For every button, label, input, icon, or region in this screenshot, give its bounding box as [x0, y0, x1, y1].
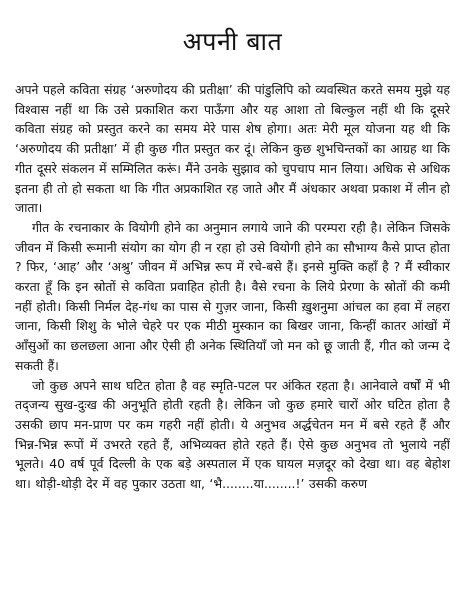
paragraph-1: अपने पहले कविता संग्रह ‘अरुणोदय की प्रतीक्षा’ की पांडुलिपि को व्यवस्थित करते समय मुझे यह विश्वास नहीं था कि उसे प्रकाशित करा पाऊँगा और यह आशा तो बिल्कुल नहीं थी कि दूसरे कविता संग्रह को प्रस्तुत करने का समय मेरे पास शेष होगा। अतः मेरी मूल योजना यह थी कि ‘अरुणोदय की प्रतीक्षा’ में ही कुछ गीत प्रस्तुत कर दूं। लेकिन कुछ शुभचिन्तकों का आग्रह था कि गीत दूसरे संकलन में सम्मिलित करूं। मैंने उनके सुझाव को चुपचाप मान लिया। अधिक से अधिक इतना ही तो हो सकता था कि गीत अप्रकाशित रह जाते और मैं अंधकार अथवा प्रकाश में लीन हो जाता। — [15, 82, 450, 216]
paragraph-2: गीत के रचनाकार के वियोगी होने का अनुमान लगाये जाने की परम्परा रही है। लेकिन जिसके जीवन में किसी रूमानी संयोग का योग ही न रहा हो उसे वियोगी होने का सौभाग्य कैसे प्राप्त होता ? फिर, ‘आह’ और ‘अश्रु’ जीवन में अभिन्न रूप में रचे-बसे हैं। इनसे मुक्ति कहाँ है ? मैं स्वीकार करता हूँ कि इन स्रोतों से कविता प्रवाहित होती है। वैसे रचना के लिये प्रेरणा के स्रोतों की कमी नहीं होती। किसी निर्मल देह-गंध का पास से गुज़र जाना, किसी ख़ुशनुमा आंचल का हवा में लहरा जाना, किसी शिशु के भोले चेहरे पर एक मीठी मुस्कान का बिखर जाना, किन्हीं कातर आंखों में आँसुओं का छलछला आना और ऐसी ही अनेक स्थितियाँ जो मन को छू जाती हैं, गीत को जन्म दे सकती हैं। — [15, 219, 450, 373]
paragraph-3: जो कुछ अपने साथ घटित होता है वह स्मृति-पटल पर अंकित रहता है। आनेवाले वर्षों में भी तद्जन्य सुख-दुःख की अनुभूति होती रहती है। लेकिन जो कुछ हमारे चारों ओर घटित होता है उसकी छाप मन-प्राण पर कम गहरी नहीं होती। ये अनुभव अर्द्धचेतन मन में बसे रहते हैं और भिन्न-भिन्न रूपों में उभरते रहते हैं, अभिव्यक्त होते रहते हैं। ऐसे कुछ अनुभव तो भुलाये नहीं भूलते। 40 वर्ष पूर्व दिल्ली के एक बड़े अस्पताल में एक घायल मज़दूर को देखा था। वह बेहोश था। थोड़ी-थोड़ी देर में वह पुकार उठता था, ‘भै........या........!’ उसकी करुण — [15, 377, 450, 492]
page-title: अपनी बात — [182, 27, 283, 56]
